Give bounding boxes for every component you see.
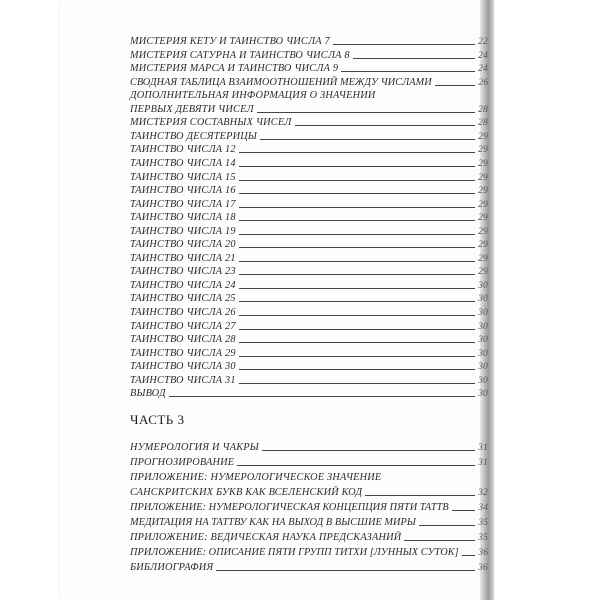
toc-entry-page: 30 [478, 348, 488, 359]
toc-entry-page: 29 [478, 213, 488, 224]
toc-entry-leader [341, 70, 475, 72]
toc-entry-title: СВОДНАЯ ТАБЛИЦА ВЗАИМООТНОШЕНИЙ МЕЖДУ ЧИСЛАМИ [130, 76, 432, 88]
toc-entry [130, 61, 488, 75]
toc-entry-page: 24 [478, 50, 488, 61]
toc-entry-title: ДОПОЛНИТЕЛЬНАЯ ИНФОРМАЦИЯ О ЗНАЧЕНИИ [130, 90, 376, 102]
toc-entry-page: 28 [478, 118, 488, 129]
toc-entry-title: МИСТЕРИЯ СОСТАВНЫХ ЧИСЕЛ [130, 117, 292, 129]
toc-entry-title: САНСКРИТСКИХ БУКВ КАК ВСЕЛЕНСКИЙ КОД [130, 487, 363, 499]
toc-entry-title: ТАИНСТВО ЧИСЛА 17 [130, 198, 236, 210]
toc-entry-title: ПРИЛОЖЕНИЕ: ОПИСАНИЕ ПЯТИ ГРУПП ТИТХИ [ЛУННЫХ СУТОК] [130, 547, 459, 559]
toc-entry [130, 88, 488, 102]
toc-entry-page: 28 [478, 104, 488, 115]
toc-entry [130, 102, 488, 116]
toc-entry [130, 359, 488, 373]
toc-entry-title: ТАИНСТВО ЧИСЛА 18 [130, 212, 236, 224]
toc-entry-page: 30 [478, 362, 488, 373]
toc-entry-leader [435, 84, 476, 86]
toc-entry-leader [239, 246, 475, 248]
toc-entry-title: МИСТЕРИЯ МАРСА И ТАИНСТВО ЧИСЛА 9 [130, 63, 339, 75]
toc-entry-page: 30 [478, 375, 488, 386]
part-3-heading: ЧАСТЬ 3 [130, 412, 185, 427]
toc-entry [130, 455, 488, 469]
toc-entry-title: МЕДИТАЦИЯ НА ТАТТВУ КАК НА ВЫХОД В ВЫСШИЕ МИРЫ [130, 517, 416, 529]
toc-entry-leader [239, 355, 475, 357]
toc-entry-leader [239, 179, 475, 181]
toc-entry-leader [239, 273, 475, 275]
toc-entry-title: ТАИНСТВО ЧИСЛА 23 [130, 266, 236, 278]
toc-entry-leader [239, 151, 475, 153]
toc-entry-title: ТАИНСТВО ЧИСЛА 26 [130, 307, 236, 318]
toc-entry [130, 170, 488, 184]
toc-entry-leader [239, 206, 475, 208]
toc-entry-page: 35 [478, 533, 488, 544]
toc-entry-page: 30 [478, 294, 488, 305]
toc-entry-page: 31 [478, 458, 488, 469]
toc-entry [130, 197, 488, 211]
toc-entry-page: 29 [478, 240, 488, 251]
toc-entry [130, 34, 488, 48]
toc-entry-leader [239, 382, 475, 384]
toc-entry-page: 30 [478, 321, 488, 332]
toc-entry-title: ПРИЛОЖЕНИЕ: НУМЕРОЛОГИЧЕСКОЕ ЗНАЧЕНИЕ [130, 472, 382, 484]
toc-entry-leader [419, 524, 476, 526]
toc-entry [130, 291, 488, 305]
toc-entry-page: 30 [478, 389, 488, 400]
page-margin [494, 0, 600, 600]
toc-entry [130, 251, 488, 265]
toc-entry [130, 470, 488, 484]
toc-entry [130, 515, 488, 529]
toc-entry-leader [257, 111, 475, 113]
toc-entry-title: ТАИНСТВО ЧИСЛА 25 [130, 293, 236, 305]
toc-entry [130, 386, 488, 400]
toc-entry [130, 264, 488, 278]
toc-entry [130, 500, 488, 514]
toc-entry-page: 32 [478, 488, 488, 499]
toc-entry-title: ПРИЛОЖЕНИЕ: ВЕДИЧЕСКАЯ НАУКА ПРЕДСКАЗАНИЙ [130, 532, 402, 544]
toc-entry [130, 115, 488, 129]
toc-entry [130, 332, 488, 346]
toc-entry-title: ТАИНСТВО ДЕСЯТЕРИЦЫ [130, 130, 258, 142]
toc-entry-title: ПРОГНОЗИРОВАНИЕ [130, 457, 235, 469]
toc-entry-leader [239, 260, 475, 262]
toc-entry-leader [239, 192, 475, 194]
toc-entry-leader [239, 341, 475, 343]
toc-entry-leader [353, 57, 475, 59]
toc-entry [130, 560, 488, 574]
toc-entry-leader [239, 165, 475, 167]
toc-entry-page: 36 [478, 548, 488, 559]
toc-entry [130, 305, 488, 319]
toc-entry-leader [216, 569, 475, 571]
toc-entry-page: 29 [478, 226, 488, 237]
toc-entry-leader [169, 395, 475, 397]
toc-entry-leader [262, 449, 475, 451]
toc-entry [130, 373, 488, 387]
toc-entry-title: ТАИНСТВО ЧИСЛА 19 [130, 225, 236, 237]
toc-entry-page: 29 [478, 172, 488, 183]
toc-entry-title: ТАИНСТВО ЧИСЛА 30 [130, 361, 236, 373]
toc-entry-leader [239, 219, 475, 221]
toc-entry-title: БИБЛИОГРАФИЯ [130, 562, 214, 574]
toc-entry-title: ВЫВОД [130, 388, 166, 400]
toc-entry-title: ТАИНСТВО ЧИСЛА 28 [130, 334, 236, 346]
toc-entry-page: 35 [478, 518, 488, 529]
toc-entry [130, 75, 488, 89]
toc-entry-title: ТАИНСТВО ЧИСЛА 15 [130, 171, 236, 183]
toc-entry-title: НУМЕРОЛОГИЯ И ЧАКРЫ [130, 442, 259, 453]
toc-entry-leader [260, 138, 475, 140]
toc-entry-page: 29 [478, 253, 488, 264]
toc-entry-page: 34 [478, 503, 488, 514]
toc-entry [130, 440, 488, 454]
toc-entry-title: ПРИЛОЖЕНИЕ: НУМЕРОЛОГИЧЕСКАЯ КОНЦЕПЦИЯ ПЯТИ ТАТТВ [130, 502, 449, 514]
toc-entry [130, 319, 488, 333]
toc-entry-page: 30 [478, 308, 488, 318]
toc-entry-page: 29 [478, 267, 488, 278]
toc-entry [130, 485, 488, 499]
toc-entry-title: ТАИНСТВО ЧИСЛА 16 [130, 185, 236, 197]
toc-entry [130, 156, 488, 170]
toc-entry [130, 237, 488, 251]
toc-entry [130, 142, 488, 156]
toc-entry-page: 29 [478, 186, 488, 197]
toc-entry-leader [462, 554, 476, 556]
toc-entry [130, 346, 488, 360]
toc-entry-leader [237, 464, 475, 466]
toc-entry-page: 36 [478, 563, 488, 574]
toc-entry [130, 545, 488, 559]
toc-entry-title: ТАИНСТВО ЧИСЛА 14 [130, 157, 236, 169]
toc-entry [130, 183, 488, 197]
toc-entry-title: ТАИНСТВО ЧИСЛА 20 [130, 239, 236, 251]
toc-entry-title: ТАИНСТВО ЧИСЛА 21 [130, 252, 236, 264]
toc-entry-page: 30 [478, 335, 488, 346]
toc-entry-page: 26 [478, 77, 488, 88]
toc-entry-title: МИСТЕРИЯ КЕТУ И ТАИНСТВО ЧИСЛА 7 [130, 36, 330, 47]
toc-entry-leader [365, 494, 475, 496]
toc-entry-title: ТАИНСТВО ЧИСЛА 31 [130, 374, 236, 386]
toc-entry-leader [239, 233, 475, 235]
toc-entry-title: ПЕРВЫХ ДЕВЯТИ ЧИСЕЛ [130, 103, 254, 115]
toc-entry-title: ТАИНСТВО ЧИСЛА 27 [130, 320, 236, 332]
toc-entry-leader [452, 509, 476, 511]
toc-entry-leader [239, 314, 475, 316]
toc-entry [130, 210, 488, 224]
toc-entry-title: ТАИНСТВО ЧИСЛА 12 [130, 144, 236, 156]
toc-entry [130, 530, 488, 544]
toc-entry-title: ТАИНСТВО ЧИСЛА 24 [130, 279, 236, 291]
toc-entry-leader [295, 124, 476, 126]
toc-entry [130, 278, 488, 292]
toc-entry [130, 224, 488, 238]
toc-entry-page: 29 [478, 158, 488, 169]
toc-entry-leader [239, 300, 475, 302]
toc-entry [130, 48, 488, 62]
toc-entry-page: 22 [478, 37, 488, 47]
toc-entry-page: 30 [478, 280, 488, 291]
toc-entry [130, 129, 488, 143]
toc-entry-leader [239, 328, 475, 330]
toc-entry-page: 29 [478, 131, 488, 142]
toc-entry-page: 29 [478, 199, 488, 210]
toc-entry-title: ТАИНСТВО ЧИСЛА 29 [130, 347, 236, 359]
toc-entry-page: 29 [478, 145, 488, 156]
toc-entry-page: 24 [478, 64, 488, 75]
toc-entry-title: МИСТЕРИЯ САТУРНА И ТАИНСТВО ЧИСЛА 8 [130, 49, 350, 61]
toc-entry-leader [333, 43, 475, 45]
toc-entry-leader [404, 539, 475, 541]
toc-entry-leader [239, 287, 475, 289]
toc-entry-page: 31 [478, 443, 488, 453]
toc-entry-leader [239, 368, 475, 370]
